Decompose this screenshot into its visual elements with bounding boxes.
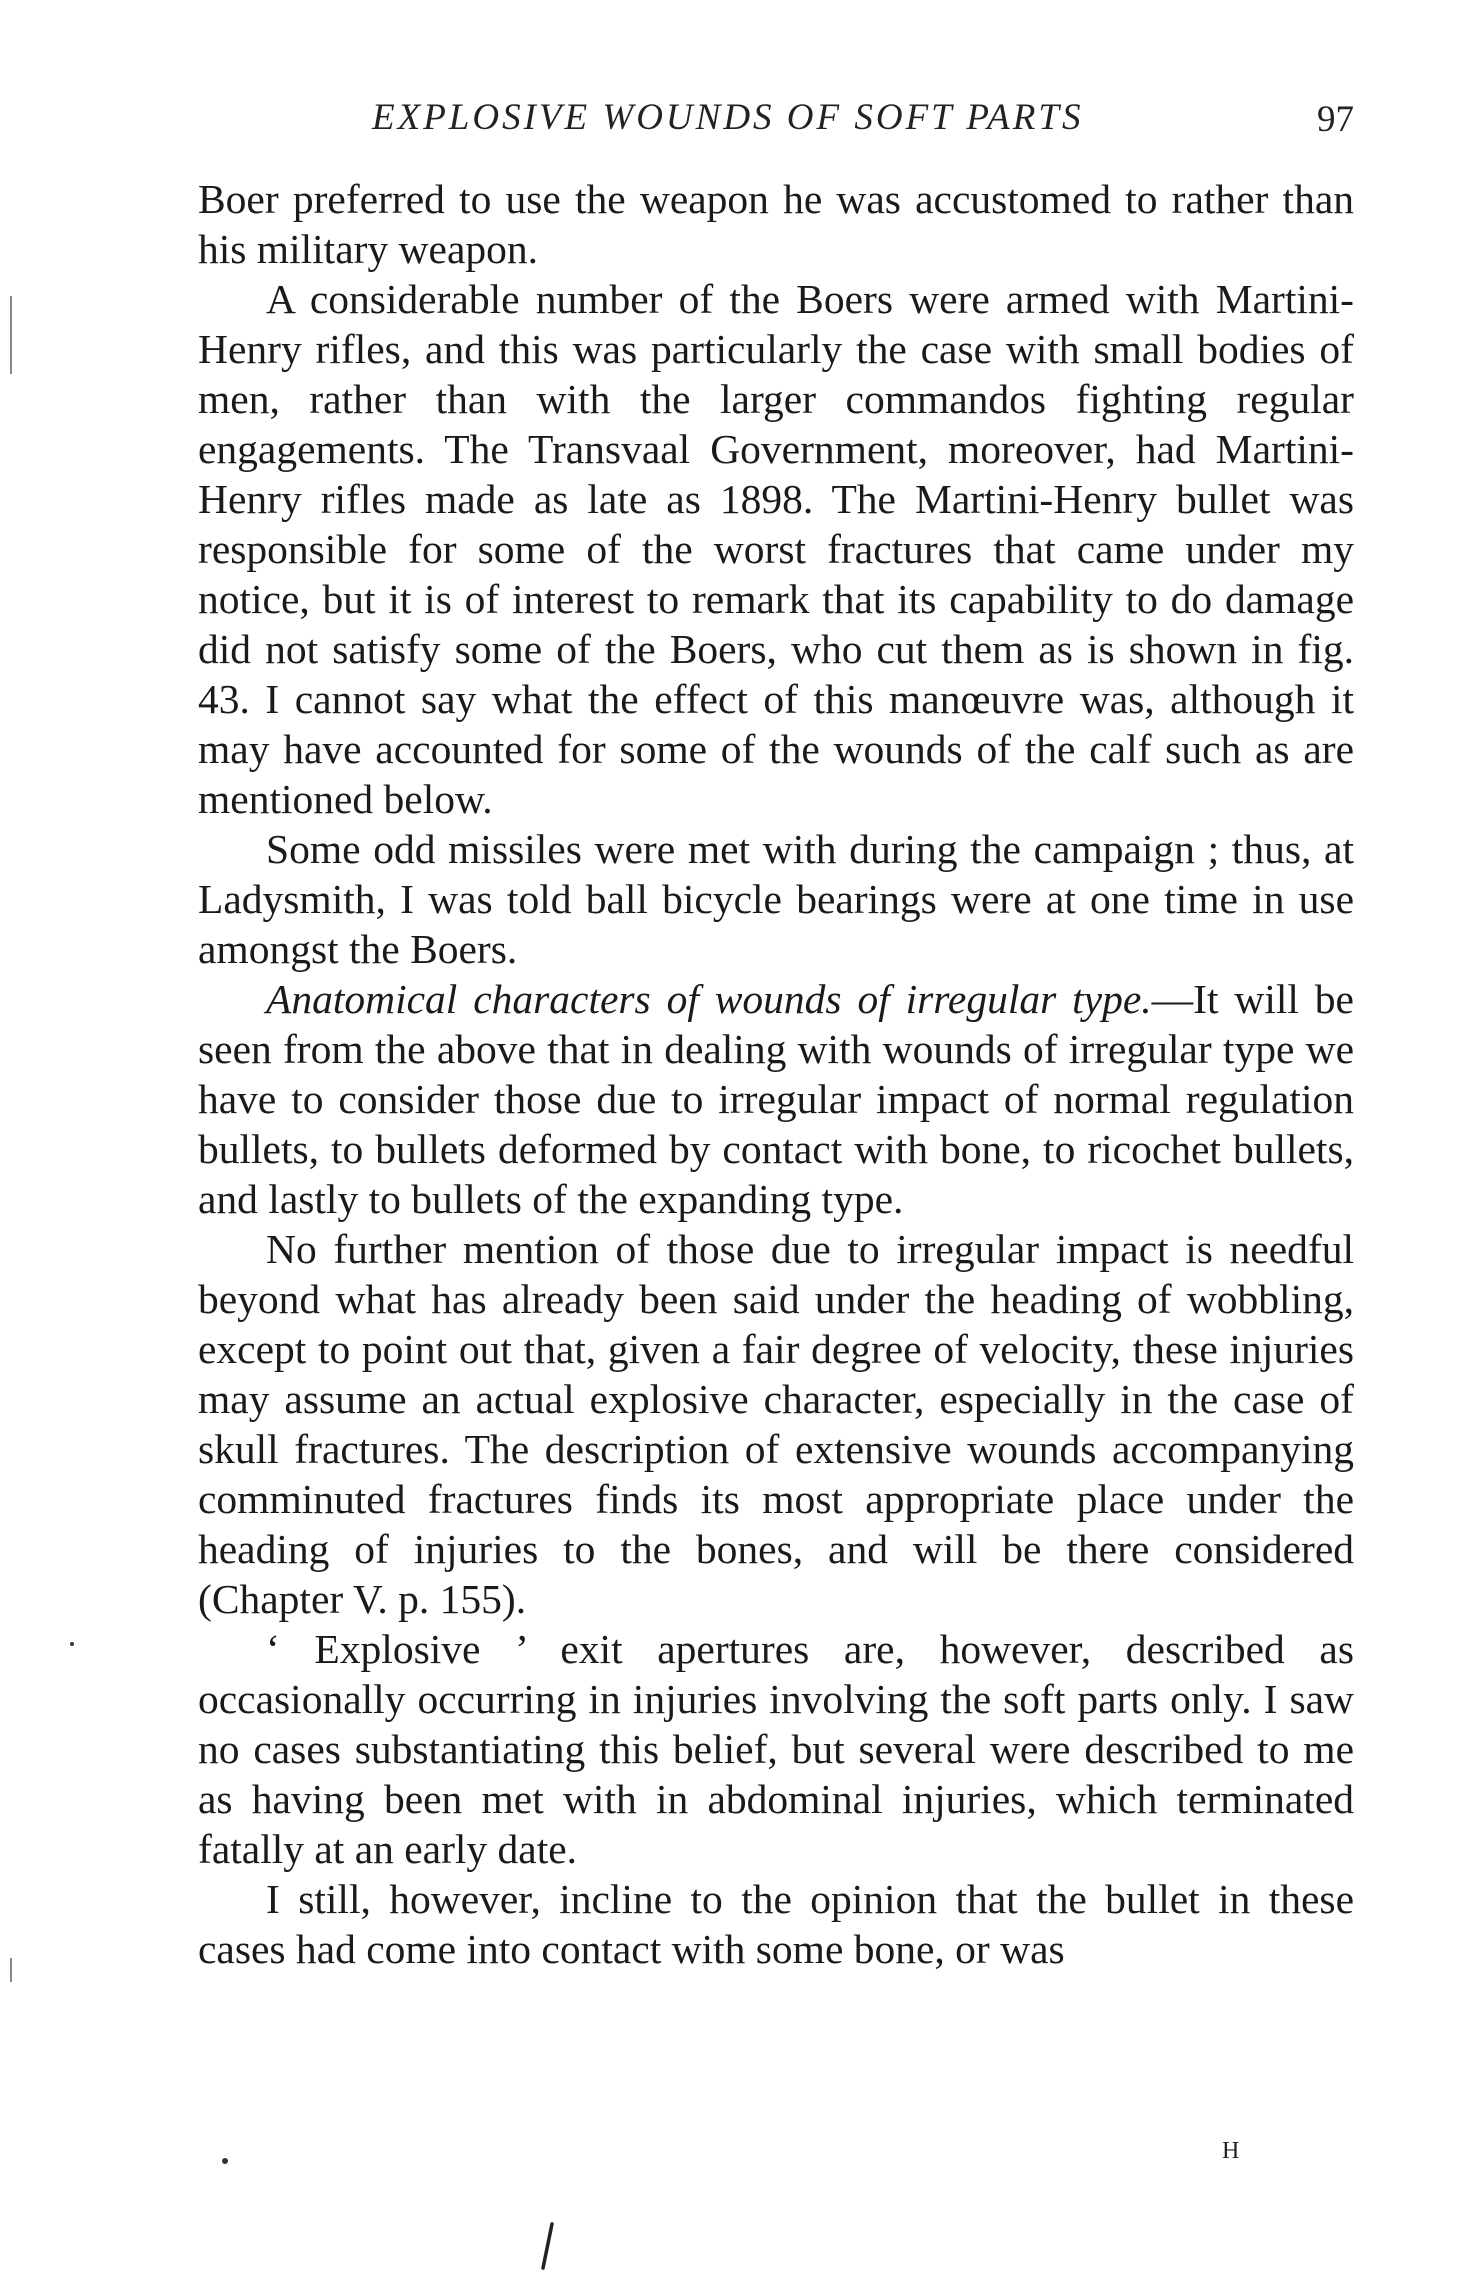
signature-mark: H [1222,2138,1240,2164]
running-head-title: EXPLOSIVE WOUNDS OF SOFT PARTS [372,97,1084,138]
body-text [198,174,1354,1974]
left-edge-tick-lower [10,1958,12,1982]
paragraph-6: ‘ Explosive ’ exit apertures are, however, described as occasionally occurring in injuries involving the soft parts only. I saw no cases substantiating this belief, but several were described to me as having been met with in abdominal injuries, which terminated fatally at an early date. [198,1626,1354,1872]
paragraph-3: Some odd missiles were met with during the campaign ; thus, at Ladysmith, I was told ball bicycle bearings were at one time in use amongst the Boers. [198,826,1354,972]
left-edge-tick [10,296,12,374]
stray-dot-mark [222,2158,228,2164]
paragraph-5: No further mention of those due to irregular impact is needful beyond what has already been said under the heading of wobbling, except to point out that, given a fair degree of velocity, these injuries may assume an actual explosive character, especially in the case of skull fractures. The description of extensive wounds accompanying comminuted fractures finds its most appropriate place under the heading of injuries to the bones, and will be there considered (Chapter V. p. 155). [198,1226,1354,1622]
paragraph-4 [198,974,1354,1224]
pen-stroke-mark [540,2222,554,2270]
page-number: 97 [1317,99,1354,140]
paragraph-7: I still, however, incline to the opinion that the bullet in these cases had come into contact with some bone, or was [198,1876,1354,1972]
paragraph-1: Boer preferred to use the weapon he was accustomed to rather than his military weapon. [198,176,1354,272]
paragraph-2: A considerable number of the Boers were armed with Martini-Henry rifles, and this was particularly the case with small bodies of men, rather than with the larger commandos fighting regular engagements. The Transvaal Government, moreover, had Martini-Henry rifles made as late as 1898. The Martini-Henry bullet was responsible for some of the worst fractures that came under my notice, but it is of interest to remark that its capability to do damage did not satisfy some of the Boers, who cut them as is shown in fig. 43. I cannot say what the effect of this manœuvre was, although it may have accounted for some of the wounds of the calf such as are mentioned below. [198,276,1354,822]
margin-dot-mark [70,1642,74,1646]
paragraph-4-text: —It will be seen from the above that in dealing with wounds of irregular type we have to consider those due to irregular impact of normal regulation bullets, to bullets deformed by contact with bone, to ricochet bullets, and lastly to bullets of the expanding type. [198,976,1354,1222]
section-heading: Anatomical characters of wounds of irregular type. [266,976,1152,1022]
